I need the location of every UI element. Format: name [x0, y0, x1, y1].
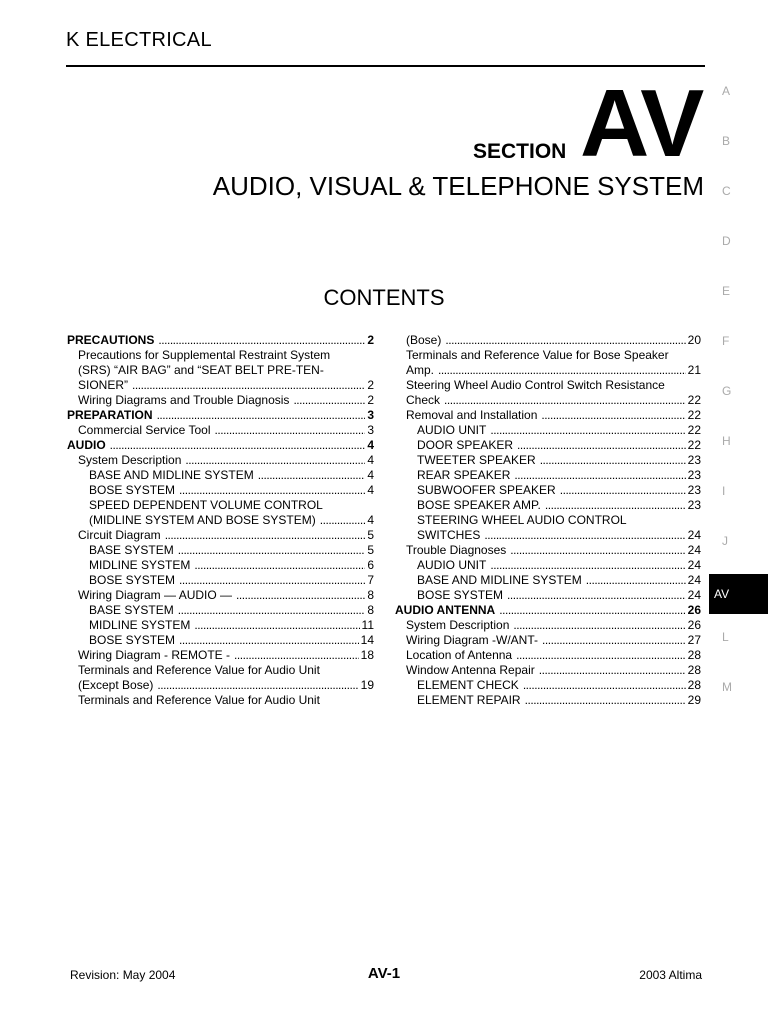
toc-dot-leader: [513, 618, 685, 633]
toc-entry-page: 8: [367, 588, 374, 602]
toc-dot-leader: [539, 663, 686, 678]
toc-entry-page: 24: [687, 543, 701, 557]
toc-entry-page: 4: [367, 468, 374, 482]
toc-entry-title: MIDLINE SYSTEM: [89, 558, 191, 572]
toc-entry-page: 8: [367, 603, 374, 617]
toc-entry-page: 11: [361, 618, 374, 632]
toc-entry-title: TWEETER SPEAKER: [417, 453, 536, 467]
section-tab-a[interactable]: A: [722, 84, 731, 98]
toc-entry-title: BASE SYSTEM: [89, 543, 174, 557]
section-tab-g[interactable]: G: [722, 384, 732, 398]
toc-entry-title: Precautions for Supplemental Restraint System: [78, 348, 331, 362]
toc-entry-title: Steering Wheel Audio Control Switch Resistance: [406, 378, 665, 392]
toc-entry-title: BOSE SYSTEM: [89, 573, 176, 587]
toc-dot-leader: [523, 678, 686, 693]
toc-entry-title: Removal and Installation: [406, 408, 538, 422]
toc-entry-page: 23: [687, 498, 701, 512]
toc-entry-title: (SRS) “AIR BAG” and “SEAT BELT PRE-TEN-: [78, 363, 324, 377]
toc-dot-leader: [178, 603, 366, 618]
toc-right-column: [395, 333, 701, 708]
toc-entry-page: 27: [687, 633, 701, 647]
toc-dot-leader: [438, 363, 686, 378]
footer-page-number: AV-1: [367, 965, 401, 982]
toc-entry[interactable]: [67, 693, 374, 708]
toc-entry[interactable]: [395, 678, 701, 693]
toc-entry-page: 28: [687, 663, 701, 677]
toc-entry[interactable]: [395, 438, 701, 453]
toc-entry[interactable]: [395, 513, 701, 528]
toc-entry-title: ELEMENT CHECK: [417, 678, 519, 692]
toc-entry-page: 4: [367, 438, 374, 452]
toc-entry-page: 22: [687, 438, 701, 452]
contents-heading: CONTENTS: [323, 285, 445, 310]
toc-left-column: [67, 333, 374, 708]
toc-entry[interactable]: [67, 648, 374, 663]
toc-dot-leader: [179, 573, 365, 588]
toc-entry-title: Wiring Diagrams and Trouble Diagnosis: [78, 393, 290, 407]
toc-dot-leader: [510, 543, 685, 558]
toc-entry[interactable]: [67, 393, 374, 408]
toc-entry[interactable]: [67, 423, 374, 438]
toc-entry[interactable]: [67, 558, 374, 573]
toc-dot-leader: [545, 498, 686, 513]
section-tab-j[interactable]: J: [722, 534, 728, 548]
toc-dot-leader: [490, 558, 685, 573]
toc-entry[interactable]: [395, 528, 701, 543]
toc-dot-leader: [178, 543, 366, 558]
toc-entry-title: Window Antenna Repair: [406, 663, 535, 677]
section-code: AV: [580, 70, 703, 177]
toc-entry-title: BOSE SYSTEM: [417, 588, 504, 602]
toc-dot-leader: [586, 573, 686, 588]
toc-entry-page: 2: [367, 333, 374, 347]
toc-entry[interactable]: [67, 603, 374, 618]
toc-dot-leader: [560, 483, 686, 498]
toc-entry[interactable]: [395, 423, 701, 438]
toc-dot-leader: [194, 618, 359, 633]
toc-dot-leader: [525, 693, 686, 708]
toc-entry-page: 6: [367, 558, 374, 572]
toc-dot-leader: [540, 453, 686, 468]
toc-entry[interactable]: [395, 348, 701, 363]
toc-entry[interactable]: [67, 453, 374, 468]
toc-entry[interactable]: [67, 408, 374, 423]
toc-entry-title: (MIDLINE SYSTEM AND BOSE SYSTEM): [89, 513, 316, 527]
toc-entry-title: MIDLINE SYSTEM: [89, 618, 191, 632]
toc-entry-page: 22: [687, 408, 701, 422]
toc-entry-page: 18: [360, 648, 374, 662]
toc-dot-leader: [157, 408, 366, 423]
toc-dot-leader: [320, 513, 366, 528]
toc-entry-title: System Description: [78, 453, 182, 467]
toc-entry-page: 2: [367, 393, 374, 407]
toc-entry-title: AUDIO UNIT: [417, 558, 487, 572]
toc-entry-title: SWITCHES: [417, 528, 481, 542]
toc-entry-page: 23: [687, 468, 701, 482]
header-rule: [66, 65, 705, 67]
toc-dot-leader: [179, 483, 365, 498]
toc-dot-leader: [185, 453, 365, 468]
toc-entry-title: AUDIO ANTENNA: [395, 603, 496, 617]
toc-entry-title: Wiring Diagram - REMOTE -: [78, 648, 231, 662]
toc-dot-leader: [157, 678, 358, 693]
toc-entry[interactable]: [67, 438, 374, 453]
toc-dot-leader: [444, 393, 686, 408]
toc-entry[interactable]: [67, 498, 374, 513]
section-tab-f[interactable]: F: [722, 334, 730, 348]
toc-dot-leader: [542, 633, 686, 648]
toc-entry[interactable]: [395, 498, 701, 513]
section-tab-l[interactable]: L: [722, 630, 729, 644]
toc-entry[interactable]: [67, 378, 374, 393]
toc-entry-title: BOSE SYSTEM: [89, 633, 176, 647]
toc-entry-title: (Except Bose): [78, 678, 154, 692]
toc-entry[interactable]: [395, 633, 701, 648]
toc-entry[interactable]: [67, 513, 374, 528]
toc-entry-title: AUDIO UNIT: [417, 423, 487, 437]
toc-entry[interactable]: [395, 468, 701, 483]
toc-dot-leader: [517, 438, 686, 453]
toc-entry-title: SPEED DEPENDENT VOLUME CONTROL: [89, 498, 323, 512]
toc-entry-title: DOOR SPEAKER: [417, 438, 514, 452]
toc-dot-leader: [132, 378, 365, 393]
toc-dot-leader: [514, 468, 685, 483]
toc-dot-leader: [516, 648, 686, 663]
toc-entry[interactable]: [67, 528, 374, 543]
footer-model: 2003 Altima: [639, 968, 702, 982]
toc-entry-page: 5: [367, 528, 374, 542]
toc-dot-leader: [484, 528, 685, 543]
toc-entry-title: SUBWOOFER SPEAKER: [417, 483, 556, 497]
toc-entry-title: Location of Antenna: [406, 648, 513, 662]
toc-entry-page: 24: [687, 573, 701, 587]
toc-entry-page: 7: [367, 573, 374, 587]
toc-entry-title: BOSE SYSTEM: [89, 483, 176, 497]
toc-entry-page: 2: [367, 378, 374, 392]
toc-entry-title: Check: [406, 393, 441, 407]
toc-entry-title: BASE AND MIDLINE SYSTEM: [89, 468, 254, 482]
toc-entry-title: (Bose): [406, 333, 442, 347]
toc-entry-title: BASE SYSTEM: [89, 603, 174, 617]
toc-entry[interactable]: [67, 573, 374, 588]
toc-dot-leader: [179, 633, 359, 648]
section-tab-c[interactable]: C: [722, 184, 731, 198]
toc-entry-page: 14: [360, 633, 374, 647]
toc-entry-title: REAR SPEAKER: [417, 468, 511, 482]
toc-entry-title: Amp.: [406, 363, 435, 377]
toc-entry-title: Terminals and Reference Value for Audio Unit: [78, 693, 320, 707]
toc-entry[interactable]: [67, 363, 374, 378]
toc-entry[interactable]: [67, 483, 374, 498]
toc-entry[interactable]: [395, 648, 701, 663]
header-label: K ELECTRICAL: [66, 29, 212, 51]
toc-entry-title: PREPARATION: [67, 408, 153, 422]
toc-entry-title: AUDIO: [67, 438, 106, 452]
section-tab-av[interactable]: AV: [709, 574, 768, 614]
toc-entry-page: 24: [687, 588, 701, 602]
toc-dot-leader: [165, 528, 366, 543]
toc-entry-title: STEERING WHEEL AUDIO CONTROL: [417, 513, 627, 527]
toc-entry[interactable]: [395, 453, 701, 468]
section-tab-h[interactable]: H: [722, 434, 731, 448]
section-tab-e[interactable]: E: [722, 284, 731, 298]
toc-entry-page: 4: [367, 483, 374, 497]
toc-entry-page: 28: [687, 678, 701, 692]
toc-entry-page: 29: [687, 693, 701, 707]
toc-dot-leader: [490, 423, 685, 438]
toc-entry-title: Terminals and Reference Value for Audio Unit: [78, 663, 320, 677]
toc-entry-title: Commercial Service Tool: [78, 423, 211, 437]
toc-dot-leader: [158, 333, 365, 348]
toc-entry[interactable]: [395, 573, 701, 588]
toc-entry[interactable]: [67, 633, 374, 648]
toc-entry-page: 3: [367, 408, 374, 422]
toc-entry[interactable]: [395, 408, 701, 423]
section-tab-m[interactable]: M: [722, 680, 732, 694]
toc-entry[interactable]: [67, 543, 374, 558]
section-word: SECTION: [473, 140, 567, 163]
toc-entry-page: 22: [687, 393, 701, 407]
toc-entry[interactable]: [67, 663, 374, 678]
toc-entry-page: 4: [367, 453, 374, 467]
toc-dot-leader: [293, 393, 365, 408]
toc-dot-leader: [236, 588, 365, 603]
toc-dot-leader: [445, 333, 685, 348]
toc-dot-leader: [194, 558, 365, 573]
toc-entry-title: Wiring Diagram -W/ANT-: [406, 633, 539, 647]
section-title: AUDIO, VISUAL & TELEPHONE SYSTEM: [212, 171, 704, 201]
toc-entry-page: 4: [367, 513, 374, 527]
toc-entry[interactable]: [395, 603, 701, 618]
section-index-tabs: [709, 78, 768, 724]
toc-entry[interactable]: [395, 618, 701, 633]
toc-entry[interactable]: [67, 468, 374, 483]
toc-entry[interactable]: [395, 363, 701, 378]
toc-entry-title: Circuit Diagram: [78, 528, 161, 542]
toc-entry[interactable]: [67, 333, 374, 348]
toc-entry-page: 22: [687, 423, 701, 437]
toc-entry[interactable]: [395, 693, 701, 708]
toc-entry[interactable]: [67, 588, 374, 603]
section-tab-i[interactable]: I: [722, 484, 726, 498]
toc-dot-leader: [541, 408, 685, 423]
toc-entry-title: Wiring Diagram — AUDIO —: [78, 588, 233, 602]
toc-entry-page: 3: [367, 423, 374, 437]
toc-entry[interactable]: [395, 543, 701, 558]
toc-entry-title: Terminals and Reference Value for Bose Speaker: [406, 348, 669, 362]
toc-entry-page: 23: [687, 483, 701, 497]
toc-entry[interactable]: [395, 588, 701, 603]
toc-entry-page: 5: [367, 543, 374, 557]
toc-entry-title: BASE AND MIDLINE SYSTEM: [417, 573, 582, 587]
toc-entry-page: 21: [687, 363, 701, 377]
toc-entry-title: ELEMENT REPAIR: [417, 693, 521, 707]
toc-entry[interactable]: [67, 348, 374, 363]
toc-entry-page: 19: [360, 678, 374, 692]
toc-entry-page: 28: [687, 648, 701, 662]
toc-entry-page: 26: [687, 618, 701, 632]
toc-entry[interactable]: [67, 678, 374, 693]
toc-entry-title: Trouble Diagnoses: [406, 543, 507, 557]
toc-dot-leader: [110, 438, 366, 453]
toc-entry-page: 20: [687, 333, 701, 347]
toc-entry[interactable]: [395, 333, 701, 348]
footer-revision: Revision: May 2004: [70, 968, 176, 982]
toc-entry-page: 23: [687, 453, 701, 467]
toc-dot-leader: [499, 603, 685, 618]
toc-entry-title: PRECAUTIONS: [67, 333, 155, 347]
toc-entry-page: 24: [687, 528, 701, 542]
toc-dot-leader: [234, 648, 359, 663]
toc-entry-page: 24: [687, 558, 701, 572]
toc-entry-page: 26: [687, 603, 701, 617]
toc-entry[interactable]: [395, 483, 701, 498]
toc-dot-leader: [507, 588, 686, 603]
toc-entry-title: SIONER”: [78, 378, 129, 392]
toc-entry[interactable]: [395, 393, 701, 408]
section-tab-b[interactable]: B: [722, 134, 731, 148]
toc-dot-leader: [258, 468, 366, 483]
toc-entry[interactable]: [395, 558, 701, 573]
toc-entry-title: BOSE SPEAKER AMP.: [417, 498, 541, 512]
toc-entry[interactable]: [395, 378, 701, 393]
toc-entry[interactable]: [395, 663, 701, 678]
section-tab-d[interactable]: D: [722, 234, 731, 248]
toc-dot-leader: [215, 423, 366, 438]
toc-entry[interactable]: [67, 618, 374, 633]
toc-entry-title: System Description: [406, 618, 510, 632]
